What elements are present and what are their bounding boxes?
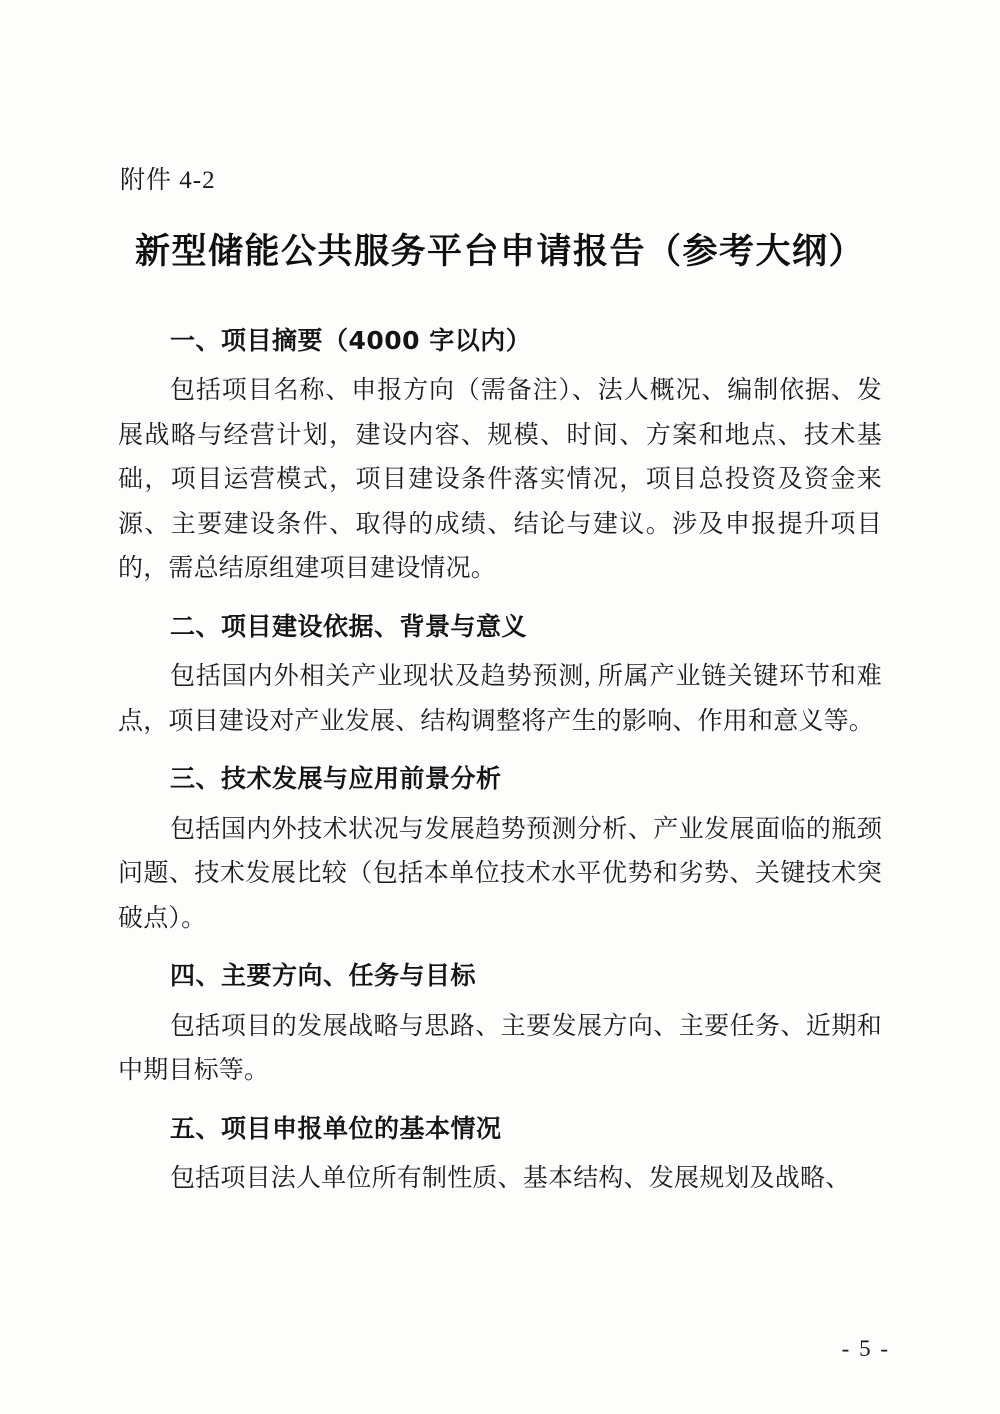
section-1	[118, 322, 882, 592]
section-body-3: 包括国内外技术状况与发展趋势预测分析、产业发展面临的瓶颈问题、技术发展比较（包括本单位技术水平优势和劣势、关键技术突破点）。	[118, 815, 882, 932]
section-heading-5: 五、项目申报单位的基本情况	[170, 1113, 502, 1143]
section-body-4: 包括项目的发展战略与思路、主要发展方向、主要任务、近期和中期目标等。	[118, 1012, 882, 1084]
section-body-5: 包括项目法人单位所有制性质、基本结构、发展规划及战略、	[170, 1165, 851, 1192]
section-body-1: 包括项目名称、申报方向（需备注）、法人概况、编制依据、发展战略与经营计划，建设内容、规模、时间、方案和地点、技术基础，项目运营模式，项目建设条件落实情况，项目总投资及资金来源、主要建设条件、取得的成绩、结论与建议。涉及申报提升项目的，需总结原组建项目建设情况。	[118, 377, 882, 582]
section-4	[118, 957, 882, 1094]
attachment-label: 附件 4-2	[120, 167, 216, 194]
section-heading-3: 三、技术发展与应用前景分析	[170, 764, 502, 793]
section-heading-4: 四、主要方向、任务与目标	[170, 961, 477, 990]
page-title: 新型储能公共服务平台申请报告（参考大纲）	[134, 232, 865, 272]
section-heading-2: 二、项目建设依据、背景与意义	[170, 611, 528, 641]
section-body-2: 包括国内外相关产业现状及趋势预测, 所属产业链关键环节和难点，项目建设对产业发展、结构调整将产生的影响、作用和意义等。	[118, 663, 882, 735]
section-heading-1: 一、项目摘要（4000 字以内）	[170, 325, 532, 355]
page-number: - 5 -	[841, 1336, 890, 1361]
section-3	[118, 760, 882, 941]
document-content	[118, 160, 882, 1206]
section-5	[118, 1110, 882, 1202]
section-2	[118, 608, 882, 745]
